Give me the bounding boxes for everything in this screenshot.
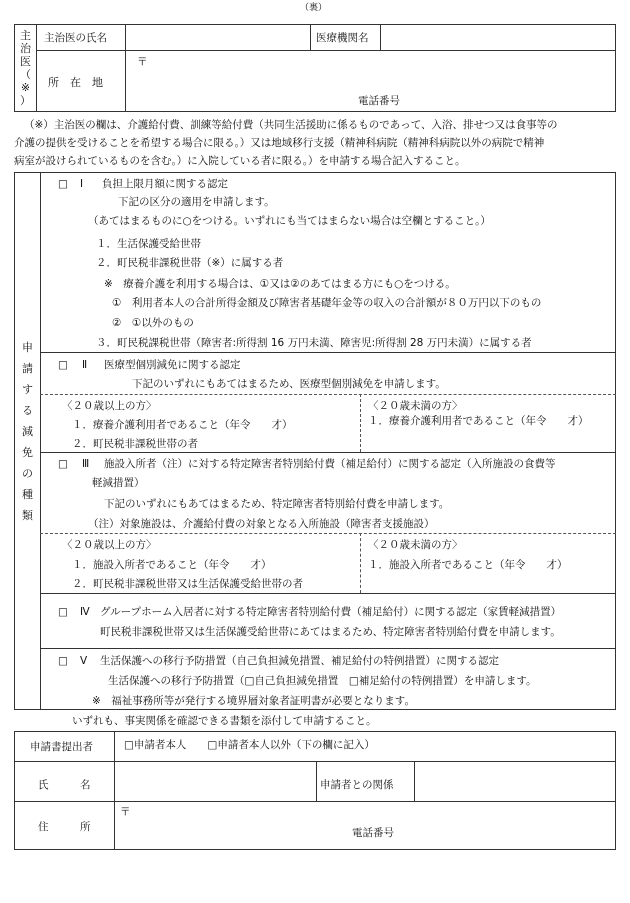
side-label-char: 治 — [20, 42, 31, 55]
sec4-numeral: Ⅳ — [80, 606, 90, 618]
sec2-title: 医療型個別減免に関する認定 — [104, 359, 241, 371]
footer-note: いずれも、事実関係を確認できる書類を添付して申請すること。 — [72, 715, 377, 727]
doctor-note-line-2: 介護の提供を受けることを希望する場合に限る。）又は地域移行支援（精神科病院（精神科病院以外の病院で精神 — [14, 137, 545, 149]
sec5-checkbox[interactable]: □ — [58, 655, 68, 667]
relation-label: 申請者との関係 — [320, 779, 394, 791]
submitter-phone-label: 電話番号 — [352, 827, 394, 839]
sec3-title: 施設入所者（注）に対する特定障害者特別給付費（補足給付）に関する認定（入所施設の食費等 — [104, 458, 556, 470]
sec3-note: （注）対象施設は、介護給付費の対象となる入所施設（障害者支援施設） — [88, 518, 435, 530]
page-side-label: （裏） — [300, 3, 328, 13]
side-label-char: （ — [20, 68, 31, 81]
doctor-phone-label: 電話番号 — [358, 95, 400, 107]
sec5-line: 生活保護への移行予防措置（□自己負担減免措置 □補足給付の特例措置）を申請します。 — [108, 675, 537, 687]
sec3-right-item-1: １．施設入所者であること（年令 才） — [368, 559, 568, 571]
sec3-right-heading: 〈２０歳未満の方〉 — [368, 539, 463, 551]
sec2-line: 下記のいずれにもあてはまるため、医療型個別減免を申請します。 — [132, 378, 446, 390]
submitter-options[interactable]: □申請者本人 □申請者本人以外（下の欄に記入） — [124, 739, 375, 751]
side-label-char: 種 — [22, 488, 33, 501]
side-label-char: る — [22, 404, 33, 417]
sec2-right-item-1: １．療養介護利用者であること（年令 才） — [368, 415, 589, 427]
doctor-side-label — [15, 28, 36, 106]
sec3-title-cont: 軽減措置） — [92, 477, 145, 489]
sec3-left-item-1: １．施設入所者であること（年令 才） — [72, 559, 272, 571]
sec4-line: 町民税非課税世帯又は生活保護受給世帯にあてはまるため、特定障害者特別給付費を申請します。 — [100, 626, 561, 638]
submitter-name-label: 氏 名 — [38, 779, 91, 791]
side-label-char: 類 — [22, 509, 33, 522]
sec2-checkbox[interactable]: □ — [58, 359, 68, 371]
side-label-char: ※ — [20, 81, 31, 94]
side-label-char: 申 — [22, 341, 33, 354]
side-label-char: 医 — [20, 55, 31, 68]
sec3-numeral: Ⅲ — [82, 458, 90, 470]
sec2-numeral: Ⅱ — [82, 359, 88, 371]
sec1-numeral: Ⅰ — [80, 178, 84, 190]
side-label-char: 主 — [20, 29, 31, 42]
submitter-label: 申請書提出者 — [30, 741, 93, 753]
sec1-line-6: ① 利用者本人の合計所得金額及び障害者基礎年金等の収入の合計額が８０万円以下のもの — [112, 297, 542, 309]
institution-label: 医療機関名 — [316, 32, 369, 44]
sec5-note: ※ 福祉事務所等が発行する境界層対象者証明書が必要となります。 — [92, 695, 415, 707]
sec1-line-1: 下記の区分の適用を申請します。 — [118, 196, 275, 208]
sec5-title: 生活保護への移行予防措置（自己負担減免措置、補足給付の特例措置）に関する認定 — [100, 655, 499, 667]
side-label-char: す — [22, 383, 33, 396]
side-label-char: 請 — [22, 362, 33, 375]
sec5-numeral: Ⅴ — [80, 655, 88, 667]
doctor-address-label: 所 在 地 — [48, 76, 103, 89]
doctor-note-line-3: 病室が設けられているものを含む。）に入院している者に限る。）を申請する場合記入すること。 — [14, 155, 466, 167]
submitter-address-label: 住 所 — [38, 821, 91, 833]
sec1-title: 負担上限月額に関する認定 — [102, 178, 228, 190]
side-label-char: 減 — [22, 425, 33, 438]
sec3-line: 下記のいずれにもあてはまるため、特定障害者特別給付費を申請します。 — [104, 498, 450, 510]
sec2-left-item-1: １．療養介護利用者であること（年令 才） — [72, 419, 293, 431]
sec2-right-heading: 〈２０歳未満の方〉 — [368, 400, 463, 412]
sec1-line-4: ２．町民税非課税世帯（※）に属する者 — [96, 257, 284, 269]
sec1-line-8: ３．町民税課税世帯（障害者:所得割 16 万円未満、障害児:所得割 28 万円未満）に属する者 — [96, 337, 532, 349]
doctor-note-line-1: （※）主治医の欄は、介護給付費、訓練等給付費（共同生活援助に係るものであって、入浴、排せつ又は食事等の — [24, 119, 558, 131]
side-label-char: ） — [20, 94, 31, 107]
doctor-postal-mark: 〒 — [137, 56, 148, 68]
sec1-line-3: １．生活保護受給世帯 — [96, 238, 201, 250]
sec1-line-5: ※ 療養介護を利用する場合は、①又は②のあてはまる方にも○をつける。 — [104, 278, 456, 290]
side-label-char: の — [22, 467, 33, 480]
sec3-left-heading: 〈２０歳以上の方〉 — [62, 539, 157, 551]
reduction-side-label — [15, 340, 40, 529]
sec2-left-heading: 〈２０歳以上の方〉 — [62, 400, 157, 412]
sec2-left-item-2: ２．町民税非課税世帯の者 — [72, 438, 198, 450]
sec1-line-2: （あてはまるものに○をつける。いずれにも当てはまらない場合は空欄とすること。） — [88, 215, 491, 227]
sec3-checkbox[interactable]: □ — [58, 458, 68, 470]
sec3-left-item-2: ２．町民税非課税世帯又は生活保護受給世帯の者 — [72, 578, 303, 590]
sec4-checkbox[interactable]: □ — [58, 606, 68, 618]
side-label-char: 免 — [22, 446, 33, 459]
sec1-line-7: ② ①以外のもの — [112, 317, 194, 329]
submitter-postal-mark: 〒 — [120, 806, 131, 818]
doctor-name-label: 主治医の氏名 — [44, 32, 107, 44]
sec1-checkbox[interactable]: □ — [58, 178, 68, 190]
sec4-title: グループホーム入居者に対する特定障害者特別給付費（補足給付）に関する認定（家賃軽減措置） — [100, 606, 562, 618]
